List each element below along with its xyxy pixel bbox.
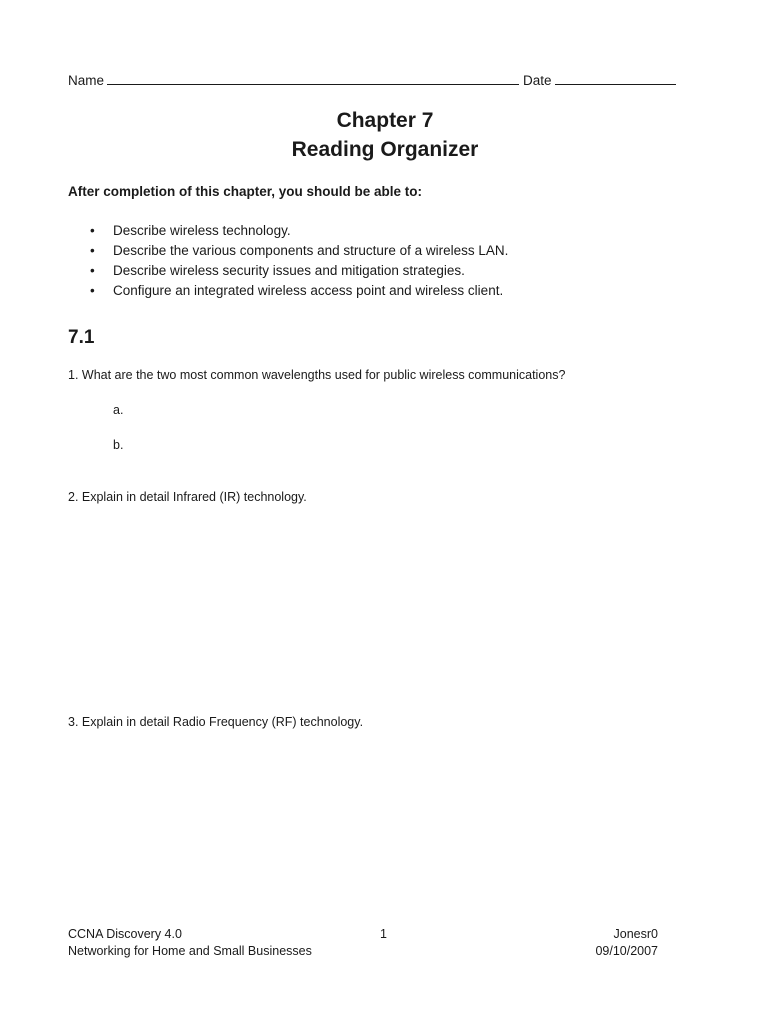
bullet-icon: • [90, 223, 95, 238]
objective-item [90, 221, 508, 241]
date-field-line[interactable] [555, 70, 676, 85]
objectives-list [90, 221, 508, 301]
footer-date: 09/10/2007 [595, 944, 658, 958]
bullet-icon: • [90, 263, 95, 278]
answer-a-label: a. [113, 403, 124, 417]
objective-item [90, 261, 508, 281]
footer-course: CCNA Discovery 4.0 [68, 927, 182, 941]
name-field-line[interactable] [107, 70, 519, 85]
footer-right [595, 926, 658, 960]
objective-text: Describe the various components and structure of a wireless LAN. [113, 243, 509, 258]
bullet-icon: • [90, 283, 95, 298]
name-label: Name [68, 73, 105, 88]
question-2: 2. Explain in detail Infrared (IR) technology. [68, 490, 307, 504]
objective-text: Configure an integrated wireless access point and wireless client. [113, 283, 504, 298]
objective-item [90, 241, 508, 261]
answer-b-label: b. [113, 438, 124, 452]
question-1: 1. What are the two most common wavelengths used for public wireless communications? [68, 368, 566, 382]
date-label: Date [523, 73, 552, 88]
chapter-title: Chapter 7 [336, 109, 434, 132]
objective-item [90, 281, 508, 301]
bullet-icon: • [90, 243, 95, 258]
objective-text: Describe wireless security issues and mitigation strategies. [113, 263, 465, 278]
footer-author: Jonesr0 [613, 927, 658, 941]
page-number: 1 [380, 927, 387, 941]
question-3: 3. Explain in detail Radio Frequency (RF) technology. [68, 715, 364, 729]
footer-left [68, 926, 312, 960]
section-heading: 7.1 [68, 327, 95, 348]
objectives-intro: After completion of this chapter, you should be able to: [68, 184, 423, 199]
name-date-row [68, 70, 676, 88]
footer-course-subtitle: Networking for Home and Small Businesses [68, 944, 312, 958]
chapter-subtitle: Reading Organizer [291, 138, 479, 161]
objective-text: Describe wireless technology. [113, 223, 291, 238]
